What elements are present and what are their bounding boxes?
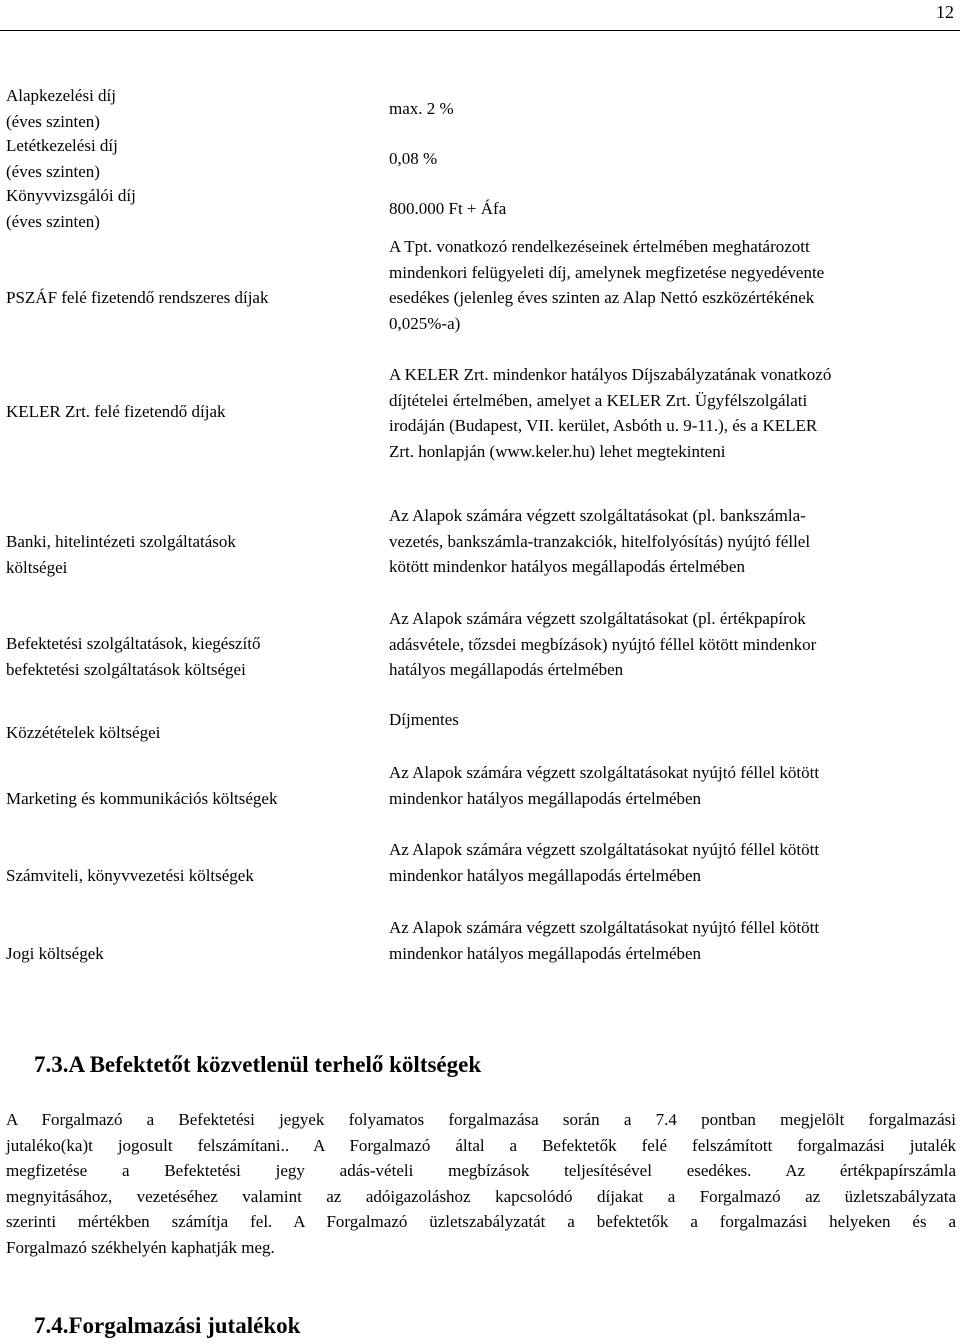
text-line: adásvétele, tőzsdei megbízások) nyújtó féllel kötött mindenkor [389,634,817,654]
text-line: A KELER Zrt. mindenkor hatályos Díjszabályzatának vonatkozó [389,365,832,384]
text-line: díjtételei értelmében, amelyet a KELER Zrt. Ügyfélszolgálati [389,390,808,410]
section-7-4-heading: 7.4.Forgalmazási jutalékok [34,1313,301,1338]
fee-label-kozzetetelek: Közzétételek költségei [6,723,161,742]
fee-value-marketing [389,760,959,811]
fee-value-banki [389,503,959,580]
fee-value-konyvvizsgaloi: 800.000 Ft + Áfa [389,199,507,218]
text-line: mindenkor hatályos megállapodás értelmében [389,943,702,963]
text-line: Az Alapok számára végzett szolgáltatásokat nyújtó féllel kötött [389,918,820,937]
text-line: hatályos megállapodás értelmében [389,660,624,679]
paragraph-line: Forgalmazó székhelyén kaphatják meg. [6,1237,275,1257]
fee-label-letetkezelesi [6,133,366,184]
label-line: Alapkezelési díj [6,86,116,105]
text-line: mindenkor hatályos megállapodás értelmében [389,865,702,885]
fee-value-szamviteli [389,837,959,888]
label-line: Banki, hitelintézeti szolgáltatások [6,532,236,551]
text-line: esedékes (jelenleg éves szinten az Alap Nettó eszközértékének [389,288,815,307]
text-line: A Tpt. vonatkozó rendelkezéseinek értelmében meghatározott [389,237,810,256]
fee-label-szamviteli: Számviteli, könyvvezetési költségek [6,866,254,885]
text-line: 0,025%-a) [389,313,461,333]
label-line: (éves szinten) [6,111,100,131]
fee-label-pszaf: PSZÁF felé fizetendő rendszeres díjak [6,288,269,307]
text-line: mindenkori felügyeleti díj, amelynek megfizetése negyedévente [389,262,825,282]
fee-value-jogi [389,915,959,966]
page-number: 12 [936,2,954,22]
fee-value-pszaf [389,234,959,336]
label-line: Könyvvizsgálói díj [6,186,136,205]
paragraph-line: megfizetése a Befektetési jegy adás-vételi megbízások teljesítésével esedékes. Az értékpapírszámla [6,1161,956,1180]
text-line: mindenkor hatályos megállapodás értelmében [389,788,702,808]
paragraph-line: megnyitásához, vezetéséhez valamint az adóigazoláshoz kapcsolódó díjakat a Forgalmazó az üzletszabályzata [6,1186,956,1206]
paragraph-line: szerinti mértékben számítja fel. A Forgalmazó üzletszabályzatát a befektetők a forgalmazási helyeken és a [6,1212,956,1231]
label-line: (éves szinten) [6,161,100,181]
text-line: vezetés, bankszámla-tranzakciók, hitelfolyósítás) nyújtó féllel [389,531,811,551]
fee-label-konyvvizsgaloi [6,183,366,234]
label-line: Letétkezelési díj [6,136,118,155]
text-line: Az Alapok számára végzett szolgáltatásokat (pl. értékpapírok [389,609,806,628]
paragraph-line: jutaléko(ka)t jogosult felszámítani.. A Forgalmazó által a Befektetők felé felszámított forgalmazási jutalék [6,1135,956,1155]
section-7-3-paragraph [6,1107,956,1260]
fee-value-befektetesi [389,606,959,683]
text-line: Az Alapok számára végzett szolgáltatásokat nyújtó féllel kötött [389,840,820,859]
text-line: Az Alapok számára végzett szolgáltatásokat nyújtó féllel kötött [389,763,820,782]
text-line: irodáján (Budapest, VII. kerület, Asbóth u. 9-11.), és a KELER [389,416,818,435]
label-line: (éves szinten) [6,211,100,231]
fee-label-banki [6,529,366,580]
fee-label-jogi: Jogi költségek [6,944,104,963]
fee-label-alapkezelesi [6,83,366,134]
label-line: befektetési szolgáltatások költségei [6,659,246,679]
fee-label-marketing: Marketing és kommunikációs költségek [6,789,278,808]
section-7-3-heading: 7.3.A Befektetőt közvetlenül terhelő költségek [34,1052,482,1077]
fee-value-alapkezelesi: max. 2 % [389,99,454,118]
label-line: költségei [6,557,68,577]
paragraph-line: A Forgalmazó a Befektetési jegyek folyamatos forgalmazása során a 7.4 pontban megjelölt forgalmazási [6,1110,956,1129]
fee-label-befektetesi [6,631,366,682]
text-line: Az Alapok számára végzett szolgáltatásokat (pl. bankszámla- [389,506,806,525]
header-rule [0,30,960,31]
text-line: Zrt. honlapján (www.keler.hu) lehet megtekinteni [389,441,726,461]
label-line: Befektetési szolgáltatások, kiegészítő [6,634,261,653]
fee-value-kozzetetelek: Díjmentes [389,710,459,729]
fee-value-keler [389,362,959,464]
fee-value-letetkezelesi: 0,08 % [389,149,438,168]
text-line: kötött mindenkor hatályos megállapodás értelmében [389,557,745,576]
fee-label-keler: KELER Zrt. felé fizetendő díjak [6,402,226,421]
